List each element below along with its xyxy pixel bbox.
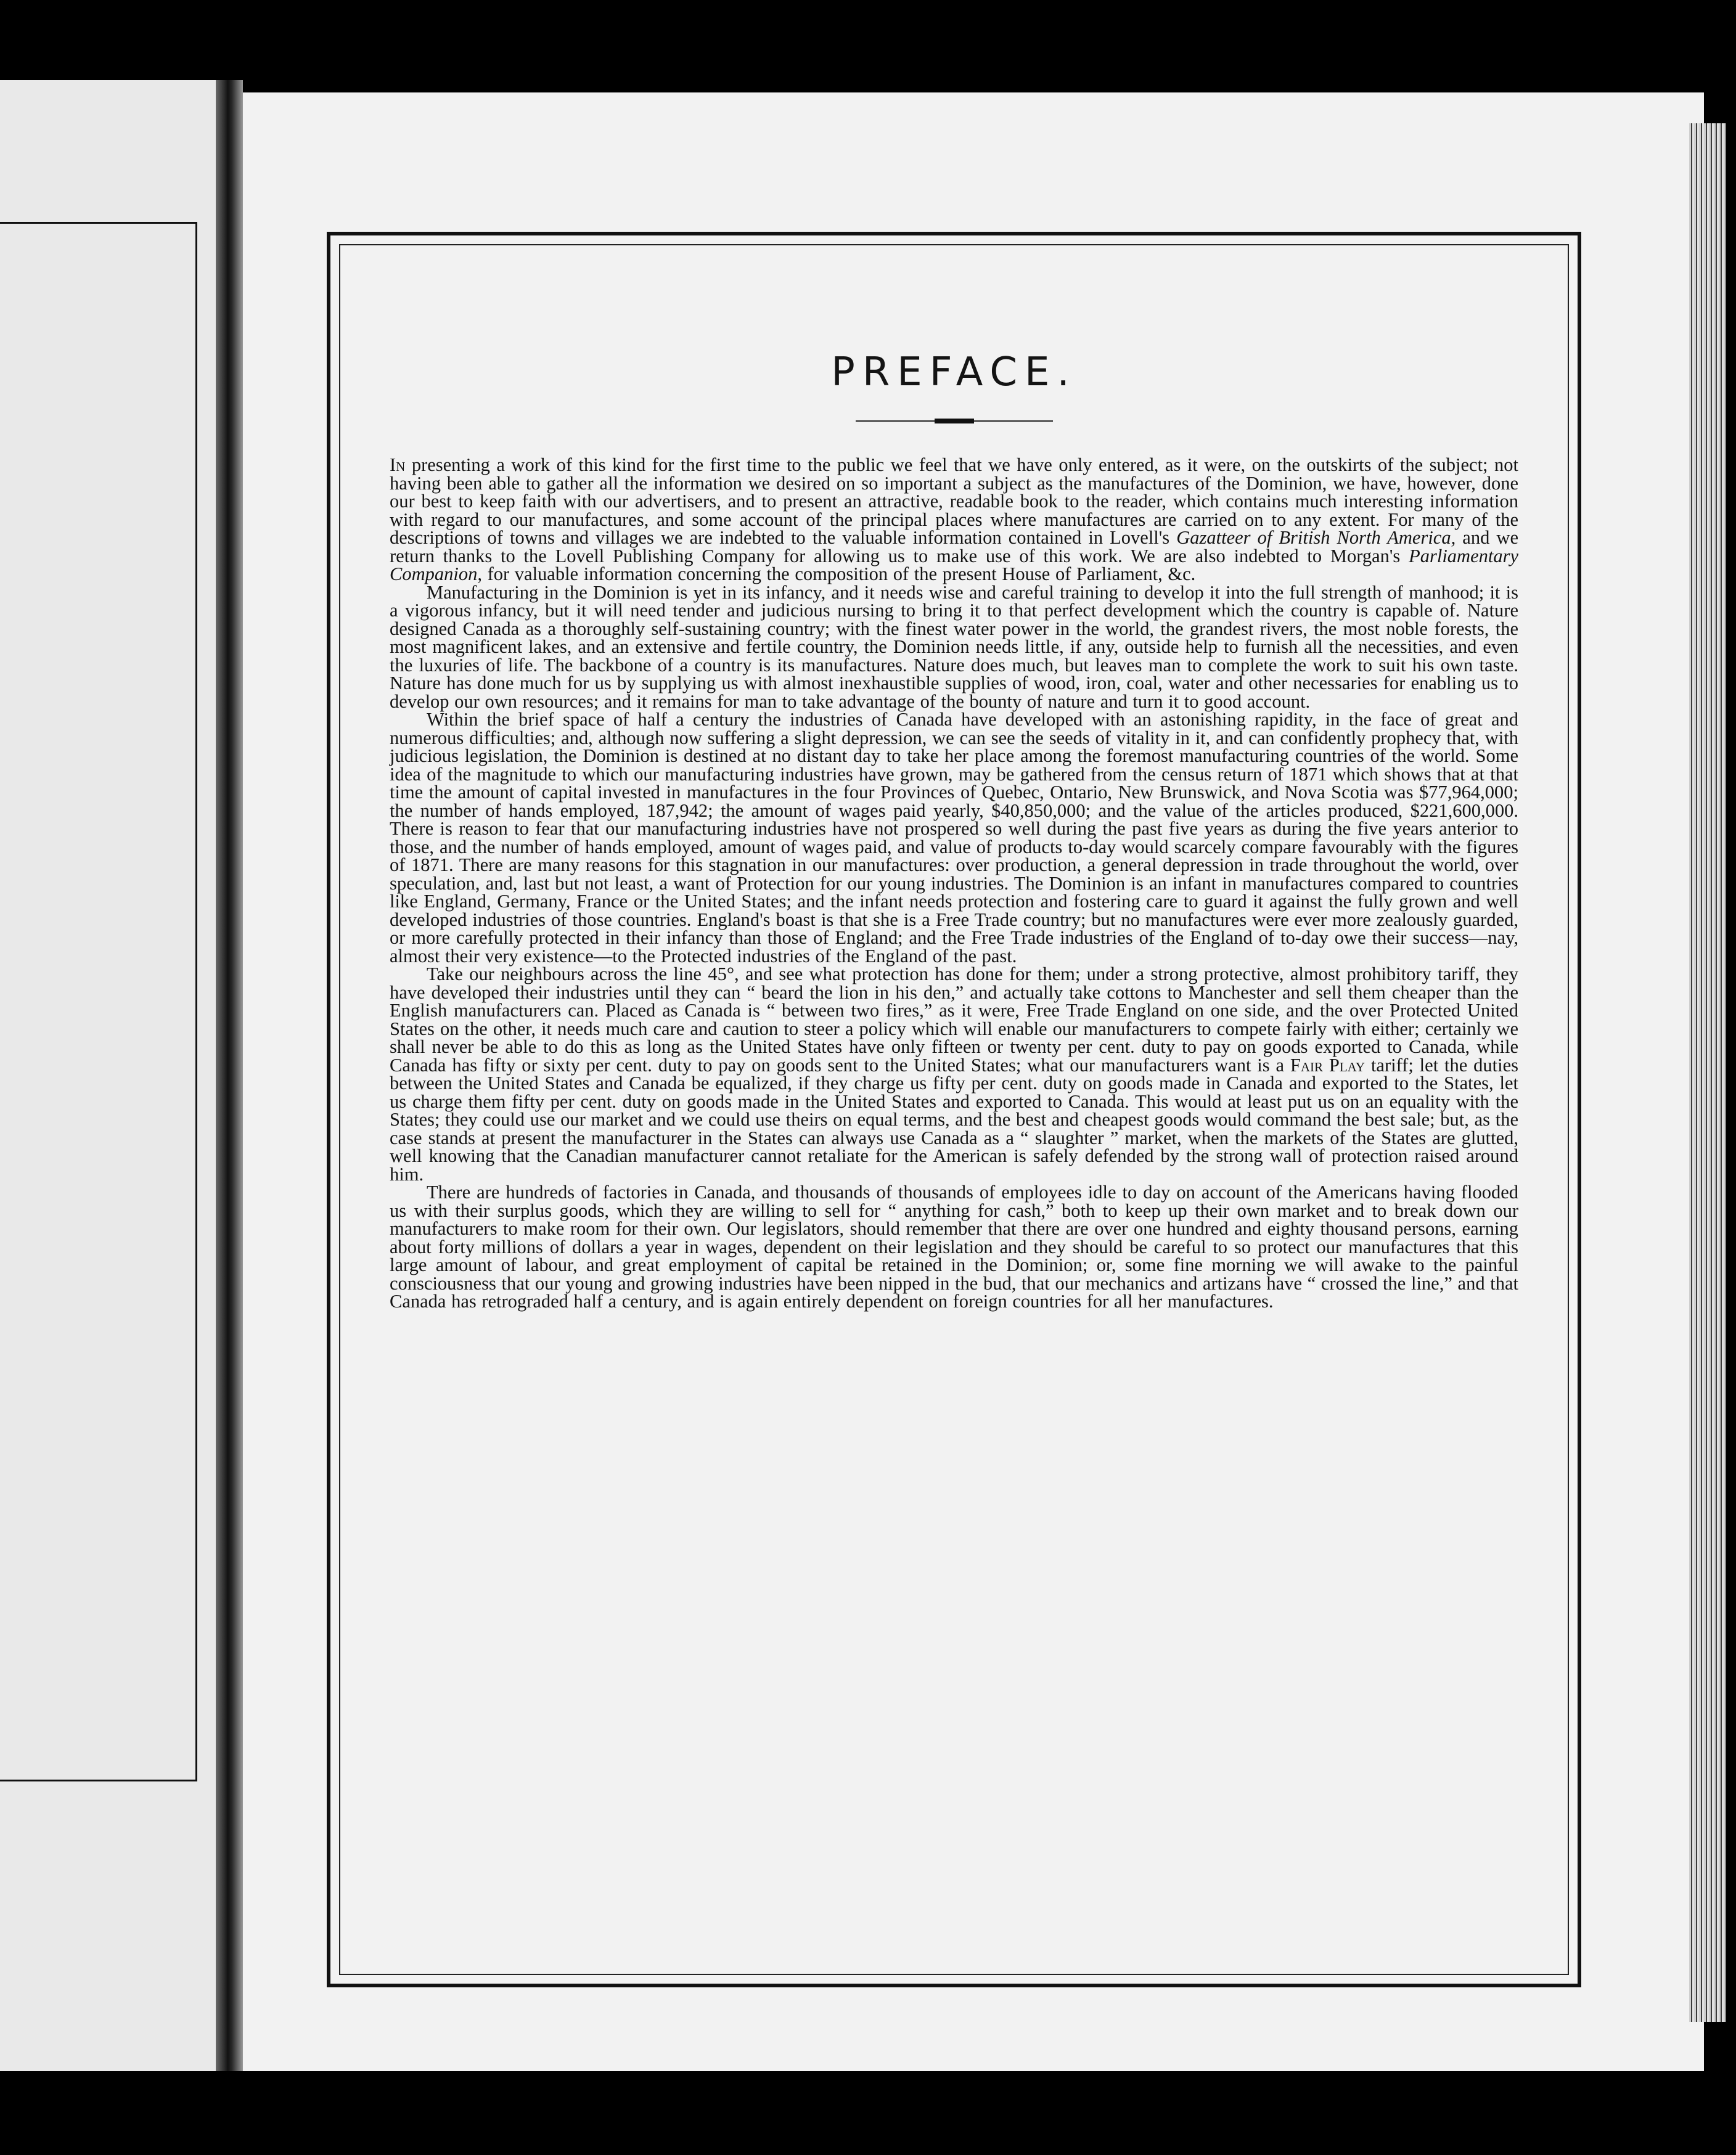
paragraph-4-text-2: tariff; let the duties between the United States and Canada be equalized, if they charge us fifty per cent. duty on goods made in Canada and exported to the States, let us charge them fifty per cent. duty on goods made in the United States and exported to Canada. This would at least put us on an equality with the States; they could use our market and we could use theirs on equal terms, and the best and cheapest goods would command the best sale; but, as the case stands at present the manufacturer in the States can always use Canada as a “ slaughter ” market, when the markets of the States are glutted, well knowing that the Canadian manufacturer cannot retaliate for the American is safely defended by the strong wall of protection raised around him. [390,1054,1519,1185]
paragraph-5: There are hundreds of factories in Canada, and thousands of thousands of employees idle to day on account of the Americans having flooded us with their surplus goods, which they are willing to sell for “ anything for cash,” both to keep up their own market and to break down our manufacturers to make room for their own. Our legislators, should remember that there are over one hundred and eighty thousand persons, earning about forty millions of dollars a year in wages, dependent on their legislation and they should be careful to so protect our manufactures that this large amount of labour, and great employment of capital be retained in the Dominion; or, some fine morning we will awake to the painful consciousness that our young and growing industries have been nipped in the bud, that our mechanics and artizans have “ crossed the line,” and that Canada has retrograded half a century, and is again entirely dependent on foreign countries for all her manufactures. [390,1182,1518,1312]
paragraph-1-text-2: and we return thanks to the Lovell Publishing Company for allowing us to make use of this work. We are also indebted to Morgan's [390,527,1518,566]
page-content [390,350,1519,1959]
left-facing-page [0,80,216,2071]
paragraph-1-text-3: for valuable information concerning the composition of the present House of Parliament, &c. [481,563,1196,584]
ornament-bar [935,419,974,423]
page-edges [1689,123,1726,2022]
preface-page [243,92,1704,2071]
page-title: PREFACE. [831,350,1077,395]
paragraph-2: Manufacturing in the Dominion is yet in its infancy, and it needs wise and careful training to develop it into the full strength of manhood; it is a vigorous infancy, but it will need tender and judicious nursing to bring it to that perfect development which the country is capable of. Nature designed Canada as a thoroughly self-sustaining country; with the finest water power in the world, the grandest rivers, the most noble forests, the most magnificent lakes, and an extensive and fertile country, the Dominion needs little, if any, outside help to furnish all the necessities, and even the luxuries of life. The backbone of a country is its manufactures. Nature does much, but leaves man to complete the work to suit his own taste. Nature has done much for us by supplying us with almost inexhaustible supplies of wood, iron, coal, water and other necessaries for enabling us to develop our own resources; and it remains for man to take advantage of the bounty of nature and turn it to good account. [390,581,1518,712]
paragraph-3: Within the brief space of half a century the industries of Canada have developed with an astonishing rapidity, in the face of great and numerous difficulties; and, although now suffering a slight depression, we can see the seeds of vitality in it, and can confidently prophecy that, with judicious legislation, the Dominion is destined at no distant day to take her place among the foremost manufacturing countries of the world. Some idea of the magnitude to which our manufacturing industries have grown, may be gathered from the census return of 1871 which shows that at that time the amount of capital invested in manufactures in the four Provinces of Quebec, Ontario, New Brunswick, and Nova Scotia was $77,964,000; the number of hands employed, 187,942; the amount of wages paid yearly, $40,850,000; and the value of the articles produced, $221,600,000. There is reason to fear that our manufacturing industries have not prospered so well during the past five years as during the five years anterior to those, and the number of hands employed, amount of wages paid, and value of products to-day would scarcely compare favourably with the figures of 1871. There are many reasons for this stagnation in our manufactures: over production, a general depression in trade throughout the world, over speculation, and, last but not least, a want of Protection for our young industries. The Dominion is an infant in manufactures compared to countries like England, Germany, France or the United States; and the infant needs protection and fostering care to guard it against the fully grown and well developed industries of those countries. England's boast is that she is a Free Trade country; but no manufactures were ever more zealously guarded, or more carefully protected in their infancy than those of England; and the Free Trade industries of the England of to-day owe their success—nay, almost their very existence—to the Protected industries of the England of the past. [390,709,1518,967]
paragraph-1-text: presenting a work of this kind for the first time to the public we feel that we have only entered, as it were, on the outskirts of the subject; not having been able to gather all the information we desired on so important a subject as the manufactures of the Dominion, we have, however, done our best to keep faith with our advertisers, and to present an attractive, readable book to the reader, which contains much interesting information with regard to our manufactures, and some account of the principal places where manufactures are carried on to any extent. For many of the descriptions of towns and villages we are indebted to the valuable information contained in Lovell's [390,454,1518,548]
gazetteer-title: Gazatteer of British North America, [1176,527,1456,548]
title-ornament [856,418,1053,424]
fair-play-caps: Fair Play [1290,1054,1365,1076]
left-page-border [0,222,197,1781]
paragraph-4-text: Take our neighbours across the line 45°, and see what protection has done for them; under a strong protective, almost prohibitory tariff, they have developed their industries until they can “ beard the lion in his den,” and actually take cottons to Manchester and sell them cheaper than the English manufacturers can. Placed as Canada is “ between two fires,” as it were, Free Trade England on one side, and the over Protected United States on the other, it needs much care and caution to steer a policy which will enable our manufacturers to compete fairly with either; certainly we shall never be able to do this as long as the United States have only fifteen or twenty per cent. duty to pay on goods exported to Canada, while Canada has fifty or sixty per cent. duty to pay on goods sent to the United States; what our manufacturers want is a [390,963,1518,1076]
paragraph-1 [390,456,1518,584]
paragraph-1-lead: In [390,454,406,475]
book-gutter [216,80,243,2071]
page-frame [327,232,1581,1987]
paragraph-4 [390,965,1518,1184]
companion-title: Parliamentary Companion, [390,545,1518,584]
